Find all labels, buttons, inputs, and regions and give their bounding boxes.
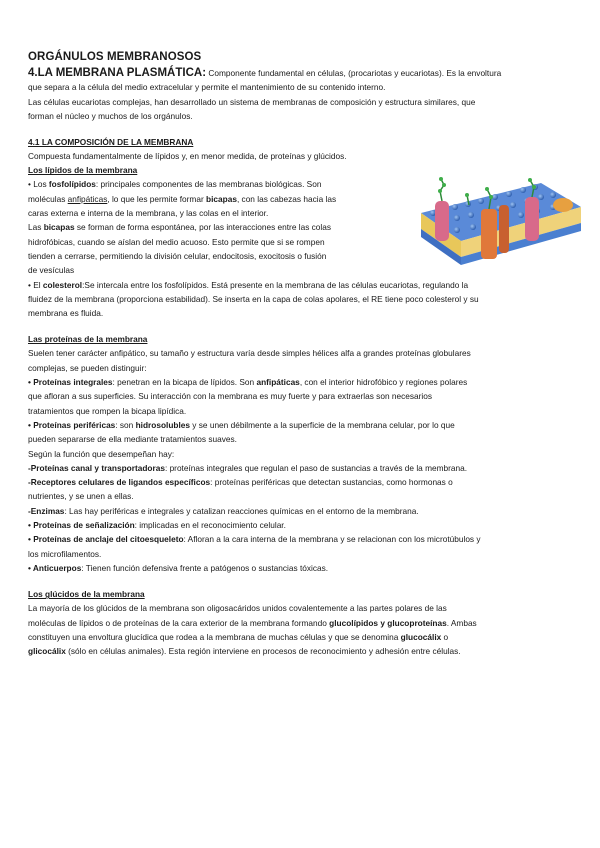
section-4-intro: 4.LA MEMBRANA PLASMÁTICA: Componente fundamental en células, (procariotas y eucariotas). Es la envoltura: [28, 67, 502, 79]
intro-line: forman el núcleo y muchos de los orgánulos.: [28, 110, 193, 121]
receptores-line: -Receptores celulares de ligandos específicos: proteínas periféricas que detectan sustancias, como hormonas o: [28, 477, 453, 488]
anclaje-line: • Proteínas de anclaje del citoesqueleto: Afloran a la cara interna de la membrana y se relacionan con los microtúbulos y: [28, 534, 481, 545]
colesterol-line: fluidez de la membrana (proporciona estabilidad). Se inserta en la capa de colas apolares, el RE tiene poco colesterol y su: [28, 293, 479, 304]
fosfolipidos-line: • Los fosfolípidos: principales componentes de las membranas biológicas. Son: [28, 179, 322, 190]
proteins-title: Las proteínas de la membrana: [28, 334, 148, 345]
document-page: [28, 50, 584, 658]
enzimas-line: -Enzimas: Las hay periféricas e integrales y catalizan reacciones químicas en el entorno de la membrana.: [28, 505, 419, 516]
canal-line: -Proteínas canal y transportadoras: proteínas integrales que regulan el paso de sustancias a través de la membrana.: [28, 462, 468, 473]
lipids-title: Los lípidos de la membrana: [28, 165, 138, 176]
perifericas-line: • Proteínas periféricas: son hidrosolubles y se unen débilmente a la superficie de la membrana celular, por lo que: [28, 419, 455, 430]
bicapas-line: hidrofóbicas, cuando se aíslan del medio acuoso. Esto permite que si se rompen: [28, 236, 325, 247]
proteins-line: complejas, se pueden distinguir:: [28, 362, 147, 373]
proteins-line: Suelen tener carácter anfipático, su tamaño y estructura varía desde simples hélices alfa a grandes proteínas globulares: [28, 348, 471, 359]
glucids-line: La mayoría de los glúcidos de la membrana son oligosacáridos unidos covalentemente a las partes polares de las: [28, 603, 447, 614]
integrales-line: que afloran a sus superficies. Su interacción con la membrana es muy fuerte y para extraerlas son necesarios: [28, 391, 432, 402]
colesterol-line: membrana es fluida.: [28, 308, 104, 319]
bicapas-line: de vesículas: [28, 265, 75, 276]
senalizacion-line: • Proteínas de señalización: implicadas en el reconocimiento celular.: [28, 520, 286, 531]
glucids-line: glicocálix (sólo en células animales). Esta región interviene en procesos de reconocimiento y adhesión entre células.: [28, 646, 461, 657]
integrales-line: • Proteínas integrales: penetran en la bicapa de lípidos. Son anfipáticas, con el interior hidrofóbico y regiones polares: [28, 377, 468, 388]
anticuerpos-line: • Anticuerpos: Tienen función defensiva frente a patógenos o sustancias tóxicas.: [28, 562, 329, 573]
glucids-line: constituyen una envoltura glucídica que rodea a la membrana de muchas células y que se denomina glucocálix o: [28, 631, 449, 642]
glucids-title: Los glúcidos de la membrana: [28, 589, 145, 600]
intro-line: Las células eucariotas complejas, han desarrollado un sistema de membranas de composición y estructura similares, que: [28, 96, 476, 107]
anclaje-line: los microfilamentos.: [28, 548, 102, 559]
bicapas-line: tienden a cerrarse, permitiendo la división celular, endocitosis, exocitosis o fusión: [28, 250, 327, 261]
integrales-line: tratamientos que rompen la bicapa lipídica.: [28, 405, 187, 416]
intro-line: que separa a la célula del medio extracelular y permite el mantenimiento de su contenido interno.: [28, 82, 386, 93]
lipids-block: [28, 163, 584, 277]
funcion-line: Según la función que desempeñan hay:: [28, 448, 175, 459]
fosfolipidos-line: moléculas anfipáticas, lo que les permite formar bicapas, con las cabezas hacia las: [28, 193, 337, 204]
composition-title: 4.1 LA COMPOSICIÓN DE LA MEMBRANA: [28, 137, 194, 148]
cell-membrane-illustration: [413, 175, 583, 270]
bicapas-line: Las bicapas se forman de forma espontánea, por las interacciones entre las colas: [28, 222, 332, 233]
section-4-heading: 4.LA MEMBRANA PLASMÁTICA:: [28, 67, 207, 79]
colesterol-line: • El colesterol:Se intercala entre los fosfolípidos. Está presente en la membrana de las células eucariotas, regulando la: [28, 279, 469, 290]
perifericas-line: pueden separarse de ella mediante tratamientos suaves.: [28, 434, 237, 445]
composition-line: Compuesta fundamentalmente de lípidos y, en menor medida, de proteínas y glúcidos.: [28, 151, 347, 162]
page-title: ORGÁNULOS MEMBRANOSOS: [28, 51, 202, 63]
fosfolipidos-line: caras externa e interna de la membrana, y las colas en el interior.: [28, 208, 269, 219]
glucids-line: moléculas de lípidos o de proteínas de la cara exterior de la membrana formando glucolípidos y glucoproteínas. Ambas: [28, 617, 477, 628]
receptores-line: nutrientes, y se unen a ellas.: [28, 491, 134, 502]
